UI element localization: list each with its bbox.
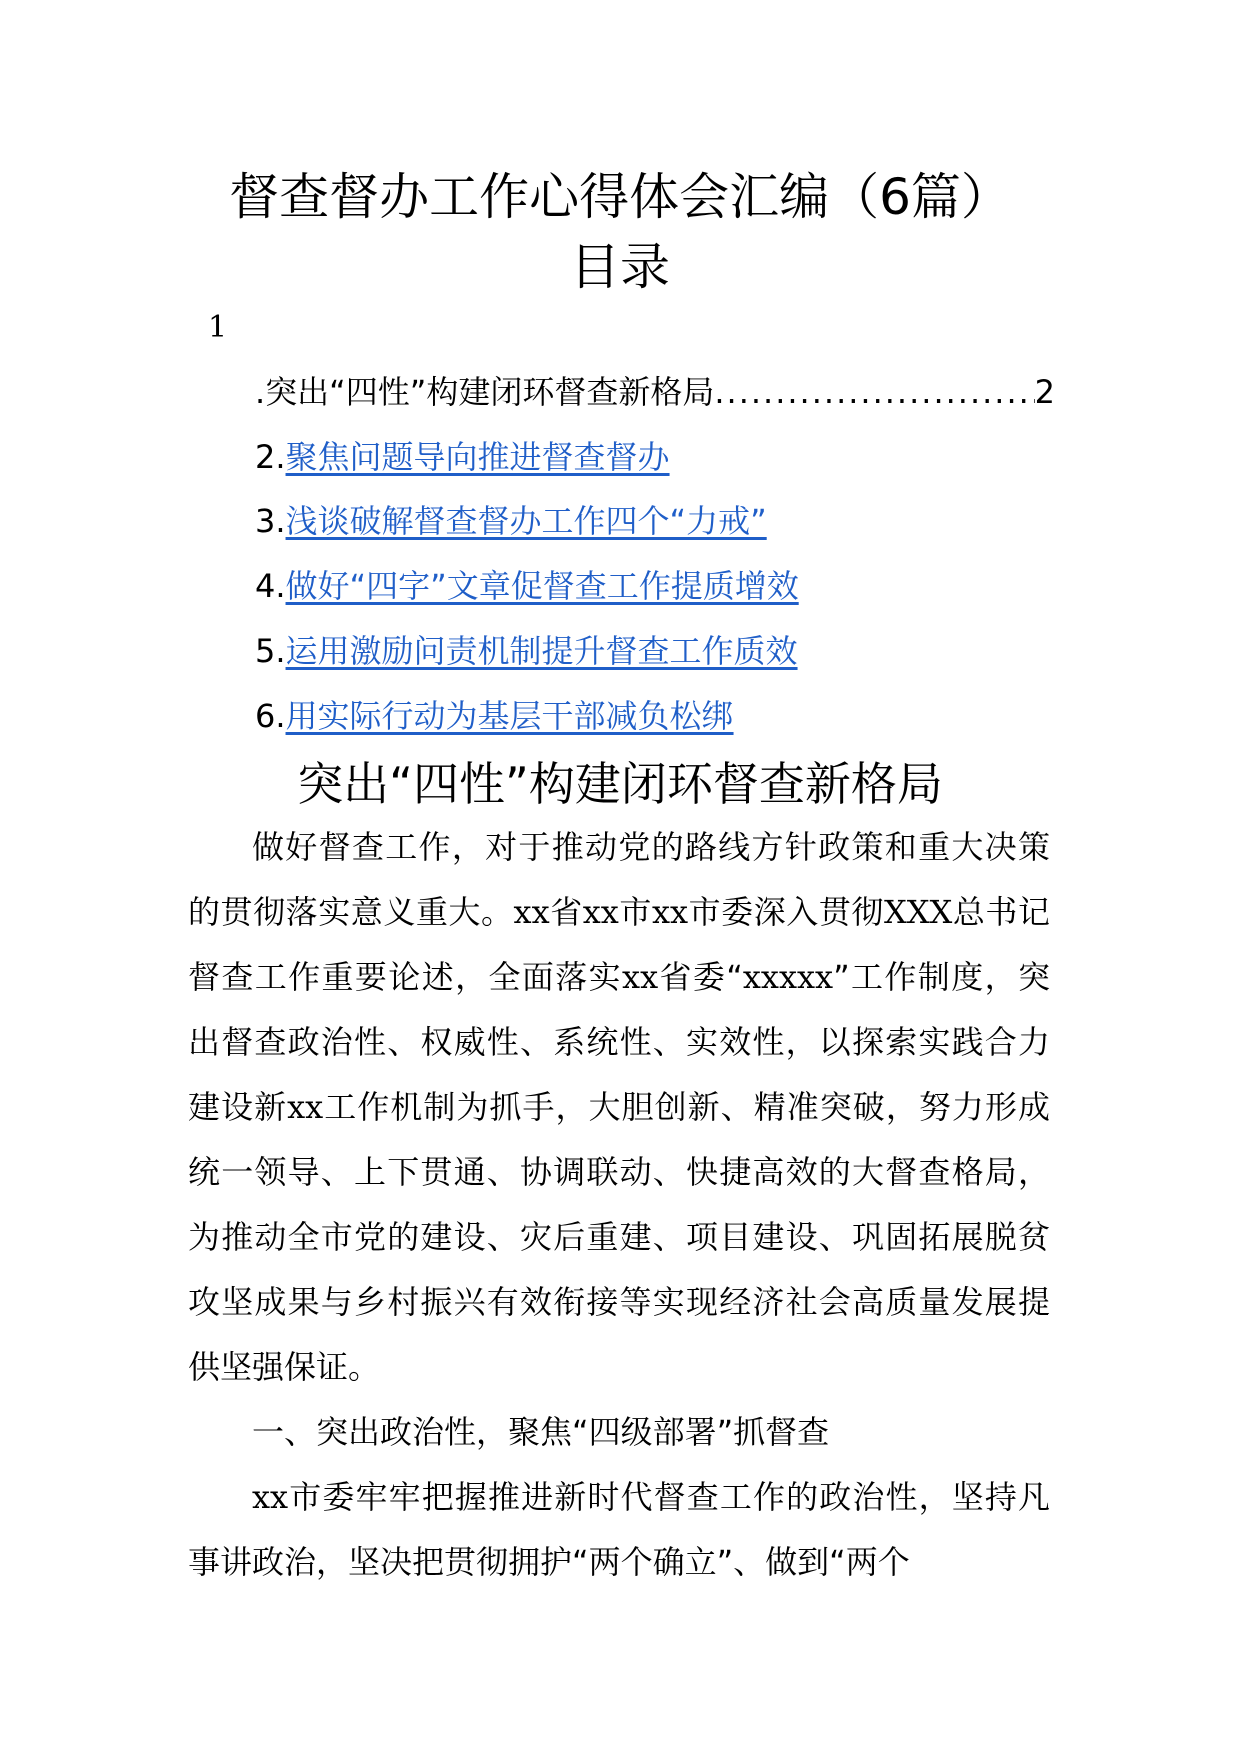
toc-item-5 [255,626,1055,676]
toc-item-1[interactable] [255,367,1055,417]
toc-link-2[interactable]: 聚焦问题导向推进督查督办 [285,438,670,476]
toc-item-3 [255,496,1055,546]
toc-item-2 [255,432,1055,482]
article-title: 突出“四性”构建闭环督查新格局 [297,757,943,811]
toc-heading: 目录 [570,238,670,296]
toc-item-1-prefix: . [255,373,266,411]
toc-item-6 [255,691,1055,741]
toc-link-3[interactable]: 浅谈破解督查督办工作四个“力戒” [285,502,767,540]
article-paragraph-1: 做好督查工作，对于推动党的路线方针政策和重大决策的贯彻落实意义重大。xx省xx市xx市委深入贯彻XXX总书记督查工作重要论述，全面落实xx省委“xxxxx”工作制度，突出督查政治性、权威性、系统性、实效性，以探索实践合力建设新xx工作机制为抓手，大胆创新、精准突破，努力形成统一领导、上下贯通、协调联动、快捷高效的大督查格局，为推动全市党的建设、灾后重建、项目建设、巩固拓展脱贫攻坚成果与乡村振兴有效衔接等实现经济社会高质量发展提供坚强保证。 [188,828,1050,1386]
toc-item-6-prefix: 6. [255,697,286,735]
toc-item-1-page: 2 [1034,373,1055,411]
toc-link-5[interactable]: 运用激励问责机制提升督查工作质效 [285,632,798,670]
toc-item-4 [255,561,1055,611]
article-body [188,815,1050,1595]
toc-item-4-prefix: 4. [255,567,286,605]
toc-leader-dots [714,367,1034,417]
page-number: 1 [208,310,228,345]
toc-link-6[interactable]: 用实际行动为基层干部减负松绑 [285,697,734,735]
toc-item-1-text: 突出“四性”构建闭环督查新格局 [265,373,715,411]
article-paragraph-2: xx市委牢牢把握推进新时代督查工作的政治性，坚持凡事讲政治，坚决把贯彻拥护“两个确立”、做到“两个 [188,1478,1050,1581]
toc-link-4[interactable]: 做好“四字”文章促督查工作提质增效 [285,567,799,605]
toc-item-5-prefix: 5. [255,632,286,670]
section-heading-1: 一、突出政治性，聚焦“四级部署”抓督查 [252,1413,830,1451]
toc-item-3-prefix: 3. [255,502,286,540]
toc-item-2-prefix: 2. [255,438,286,476]
document-title: 督查督办工作心得体会汇编（6篇） [229,168,1011,226]
